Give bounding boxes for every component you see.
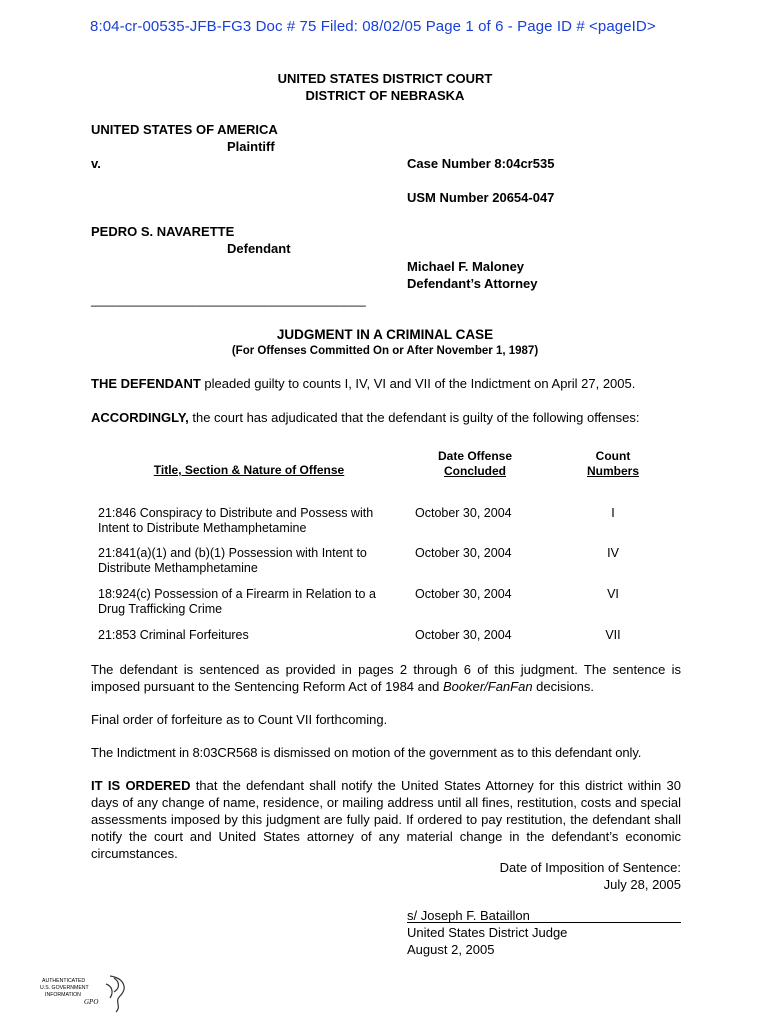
forfeiture-paragraph: Final order of forfeiture as to Count VII forthcoming. bbox=[91, 712, 388, 727]
offense-row-4-date: October 30, 2004 bbox=[415, 628, 512, 642]
judgment-title: JUDGMENT IN A CRIMINAL CASE bbox=[276, 327, 494, 342]
gpo-seal-line4: GPO bbox=[84, 998, 99, 1006]
offense-row-1-date: October 30, 2004 bbox=[415, 506, 512, 520]
sentence-part2: decisions. bbox=[532, 679, 594, 694]
header-date bbox=[405, 449, 545, 479]
plea-lead: THE DEFENDANT bbox=[91, 376, 201, 391]
imposition-label: Date of Imposition of Sentence: bbox=[499, 860, 681, 875]
attorney-role: Defendant’s Attorney bbox=[407, 276, 538, 291]
court-name: UNITED STATES DISTRICT COURT bbox=[277, 71, 493, 86]
defendant-role: Defendant bbox=[227, 241, 291, 256]
ordered-paragraph bbox=[91, 777, 681, 862]
offense-row-4-text: 21:853 Criminal Forfeitures bbox=[98, 628, 249, 642]
offense-row-1-count: I bbox=[611, 506, 615, 520]
attorney-name: Michael F. Maloney bbox=[407, 259, 525, 274]
gpo-eagle-icon bbox=[40, 972, 132, 1016]
accordingly-statement bbox=[91, 409, 681, 426]
judgment-subtitle: (For Offenses Committed On or After November 1, 1987) bbox=[231, 345, 539, 357]
header-count-line2: Numbers bbox=[586, 464, 639, 478]
offense-row-3-date: October 30, 2004 bbox=[415, 587, 512, 601]
gpo-seal-line3: INFORMATION bbox=[45, 992, 81, 998]
signature-name: s/ Joseph F. Bataillon bbox=[407, 908, 530, 923]
plea-text: pleaded guilty to counts I, IV, VI and VII of the Indictment on April 27, 2005. bbox=[200, 376, 636, 391]
header-count-line1: Count bbox=[595, 449, 631, 463]
defendant-name: PEDRO S. NAVARETTE bbox=[91, 224, 235, 239]
filing-stamp: 8:04-cr-00535-JFB-FG3 Doc # 75 Filed: 08/02/05 Page 1 of 6 - Page ID # <pageID> bbox=[90, 18, 656, 35]
dismissal-paragraph: The Indictment in 8:03CR568 is dismissed on motion of the government as to this defendant only. bbox=[91, 745, 642, 760]
header-count bbox=[566, 449, 660, 479]
signature-date: August 2, 2005 bbox=[407, 942, 495, 957]
accordingly-lead: ACCORDINGLY, bbox=[91, 410, 189, 425]
header-offense: Title, Section & Nature of Offense bbox=[153, 463, 345, 477]
signature-line bbox=[407, 922, 681, 923]
sentence-part1: The defendant is sentenced as provided in pages 2 through 6 of this judgment. The sentence is imposed pursuant to the Sentencing Reform Act of 1984 and bbox=[91, 662, 681, 694]
gpo-seal-line2: U.S. GOVERNMENT bbox=[40, 985, 89, 991]
offense-row-2-date: October 30, 2004 bbox=[415, 546, 512, 560]
gpo-seal-line1: AUTHENTICATED bbox=[42, 978, 86, 984]
signature-title: United States District Judge bbox=[407, 925, 568, 940]
caption-rule: ______________________________________ bbox=[91, 292, 366, 307]
offense-row-3-text: 18:924(c) Possession of a Firearm in Relation to a Drug Trafficking Crime bbox=[98, 587, 376, 616]
gpo-authentication-seal bbox=[40, 972, 132, 1016]
ordered-text: that the defendant shall notify the United States Attorney for this district within 30 days of any change of name, residence, or mailing address until all fines, restitution, costs and special assessments imposed by this judgment are fully paid. If ordered to pay restitution, the defendant shall notify the court and United States attorney of any material change in the defendant’s economic circumstances. bbox=[91, 778, 681, 861]
offense-row-2-text: 21:841(a)(1) and (b)(1) Possession with Intent to Distribute Methamphetamine bbox=[98, 546, 367, 575]
offense-row-4-count: VII bbox=[605, 628, 621, 642]
versus: v. bbox=[91, 156, 101, 171]
court-district: DISTRICT OF NEBRASKA bbox=[305, 88, 465, 103]
case-number: Case Number 8:04cr535 bbox=[407, 156, 555, 171]
offense-row-2-count: IV bbox=[607, 546, 619, 560]
header-date-line1: Date Offense bbox=[437, 449, 513, 463]
offense-row-3-count: VI bbox=[607, 587, 619, 601]
imposition-date: July 28, 2005 bbox=[603, 877, 681, 892]
header-date-line2: Concluded bbox=[444, 464, 506, 478]
sentence-paragraph bbox=[91, 661, 681, 695]
sentence-italic: Booker/FanFan bbox=[442, 679, 533, 694]
usm-number: USM Number 20654-047 bbox=[407, 190, 555, 205]
offense-row-1-text: 21:846 Conspiracy to Distribute and Possess with Intent to Distribute Methamphetamine bbox=[98, 506, 374, 535]
plea-statement bbox=[91, 375, 681, 392]
ordered-lead: IT IS ORDERED bbox=[91, 778, 191, 793]
plaintiff-name: UNITED STATES OF AMERICA bbox=[91, 122, 278, 137]
accordingly-text: the court has adjudicated that the defendant is guilty of the following offenses: bbox=[188, 410, 640, 425]
court-heading bbox=[0, 70, 770, 104]
plaintiff-role: Plaintiff bbox=[227, 139, 275, 154]
